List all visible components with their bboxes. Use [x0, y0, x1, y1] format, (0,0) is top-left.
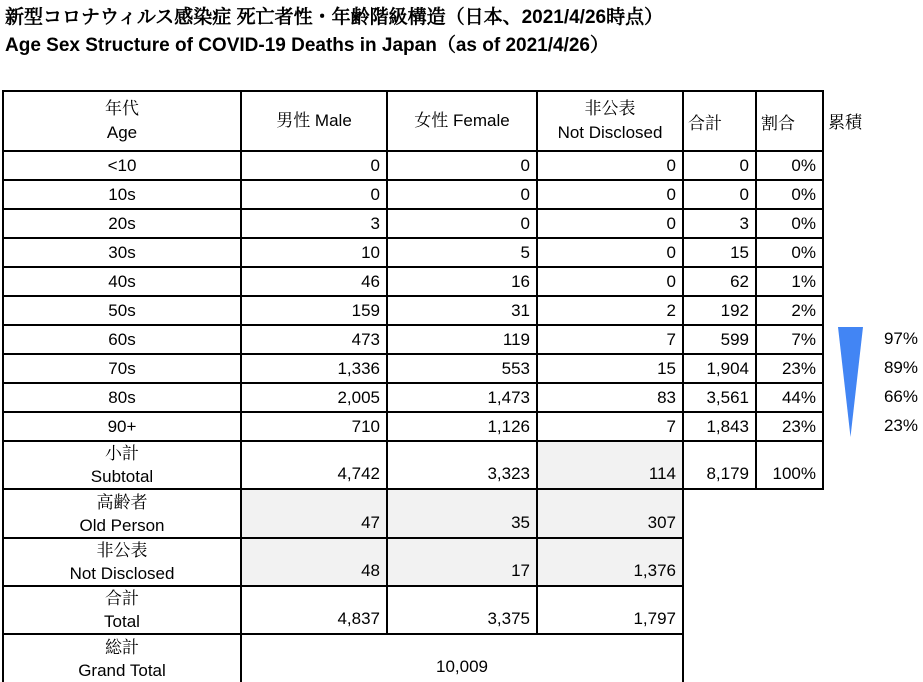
title-english: Age Sex Structure of COVID-19 Deaths in Japan（as of 2021/4/26） — [5, 35, 609, 56]
age-data-row — [3, 267, 823, 296]
cell-total: 3 — [683, 209, 756, 238]
age-data-row — [3, 354, 823, 383]
cumulative-value: 97% — [883, 328, 918, 348]
empty-cell — [683, 489, 756, 538]
old-person-not-disclosed: 307 — [537, 489, 683, 538]
cell-ratio: 0% — [756, 151, 823, 180]
header-total: 合計 — [683, 91, 756, 151]
header-ratio: 割合 — [756, 91, 823, 151]
header-age — [3, 91, 241, 151]
cell-female: 31 — [387, 296, 537, 325]
cell-not-disclosed: 7 — [537, 325, 683, 354]
cell-total: 3,561 — [683, 383, 756, 412]
cell-ratio: 23% — [756, 412, 823, 441]
cell-ratio: 2% — [756, 296, 823, 325]
grand-total-label-ja: 総計 — [105, 637, 139, 657]
total-male: 4,837 — [241, 586, 387, 634]
empty-cell — [756, 634, 823, 682]
cell-age: 90+ — [3, 412, 241, 441]
cell-ratio: 23% — [756, 354, 823, 383]
subtotal-female: 3,323 — [387, 441, 537, 489]
old-person-row — [3, 489, 823, 538]
age-data-row — [3, 296, 823, 325]
deaths-table — [2, 90, 824, 682]
header-female: 女性 Female — [387, 91, 537, 151]
cell-total: 15 — [683, 238, 756, 267]
header-row — [3, 91, 823, 151]
title-block — [5, 4, 663, 60]
cell-total: 0 — [683, 180, 756, 209]
cell-total: 192 — [683, 296, 756, 325]
cell-female: 1,126 — [387, 412, 537, 441]
cell-male: 46 — [241, 267, 387, 296]
grand-total-value: 10,009 — [241, 634, 683, 682]
cell-male: 0 — [241, 151, 387, 180]
cell-male: 1,336 — [241, 354, 387, 383]
cell-ratio: 1% — [756, 267, 823, 296]
age-data-row — [3, 412, 823, 441]
cell-female: 0 — [387, 180, 537, 209]
old-person-label-en: Old Person — [79, 515, 165, 535]
header-nd-en: Not Disclosed — [557, 123, 663, 142]
cell-age: 40s — [3, 267, 241, 296]
subtotal-label-ja: 小計 — [105, 444, 139, 463]
total-label-en: Total — [104, 612, 140, 631]
header-age-ja: 年代 — [105, 99, 139, 118]
not-disclosed-female: 17 — [387, 538, 537, 586]
cell-female: 0 — [387, 151, 537, 180]
cumulative-value: 23% — [883, 415, 918, 435]
cell-male: 0 — [241, 180, 387, 209]
cell-not-disclosed: 7 — [537, 412, 683, 441]
cell-not-disclosed: 0 — [537, 151, 683, 180]
old-person-label-ja: 高齢者 — [96, 492, 148, 512]
cell-not-disclosed: 0 — [537, 267, 683, 296]
cell-not-disclosed: 2 — [537, 296, 683, 325]
subtotal-not-disclosed: 114 — [537, 441, 683, 489]
cell-female: 1,473 — [387, 383, 537, 412]
total-label — [3, 586, 241, 634]
cell-total: 1,843 — [683, 412, 756, 441]
total-female: 3,375 — [387, 586, 537, 634]
age-data-row — [3, 209, 823, 238]
old-person-label — [3, 489, 241, 538]
cell-age: 50s — [3, 296, 241, 325]
table-header-body — [3, 91, 823, 151]
grand-total-row — [3, 634, 823, 682]
header-nd-ja: 非公表 — [584, 99, 636, 118]
empty-cell — [756, 489, 823, 538]
cumulative-value: 66% — [883, 386, 918, 406]
cell-age: 60s — [3, 325, 241, 354]
old-person-female: 35 — [387, 489, 537, 538]
cell-male: 2,005 — [241, 383, 387, 412]
cell-male: 473 — [241, 325, 387, 354]
cell-male: 159 — [241, 296, 387, 325]
not-disclosed-label — [3, 538, 241, 586]
grand-total-label — [3, 634, 241, 682]
cell-age: 80s — [3, 383, 241, 412]
cell-age: 30s — [3, 238, 241, 267]
age-rows-body — [3, 151, 823, 441]
cell-ratio: 0% — [756, 180, 823, 209]
cell-female: 5 — [387, 238, 537, 267]
cell-ratio: 44% — [756, 383, 823, 412]
header-male: 男性 Male — [241, 91, 387, 151]
age-data-row — [3, 383, 823, 412]
header-age-en: Age — [106, 123, 138, 142]
header-not-disclosed — [537, 91, 683, 151]
cumulative-header-label: 累積 — [828, 113, 862, 132]
cell-female: 553 — [387, 354, 537, 383]
not-disclosed-row — [3, 538, 823, 586]
old-person-male: 47 — [241, 489, 387, 538]
cell-age: 70s — [3, 354, 241, 383]
cell-age: 10s — [3, 180, 241, 209]
funnel-triangle-icon — [838, 327, 863, 437]
cell-total: 599 — [683, 325, 756, 354]
cell-total: 0 — [683, 151, 756, 180]
subtotal-total: 8,179 — [683, 441, 756, 489]
subtotal-label — [3, 441, 241, 489]
not-disclosed-label-ja: 非公表 — [96, 541, 148, 560]
total-label-ja: 合計 — [105, 589, 139, 608]
age-data-row — [3, 238, 823, 267]
total-row — [3, 586, 823, 634]
subtotal-ratio: 100% — [756, 441, 823, 489]
cell-male: 710 — [241, 412, 387, 441]
cell-not-disclosed: 0 — [537, 180, 683, 209]
empty-cell — [683, 634, 756, 682]
total-not-disclosed: 1,797 — [537, 586, 683, 634]
cell-ratio: 0% — [756, 238, 823, 267]
cell-not-disclosed: 83 — [537, 383, 683, 412]
cumulative-value: 89% — [883, 357, 918, 377]
not-disclosed-male: 48 — [241, 538, 387, 586]
title-japanese: 新型コロナウィルス感染症 死亡者性・年齢階級構造（日本、2021/4/26時点） — [5, 7, 664, 28]
not-disclosed-nd: 1,376 — [537, 538, 683, 586]
cell-female: 16 — [387, 267, 537, 296]
cell-not-disclosed: 15 — [537, 354, 683, 383]
empty-cell — [683, 538, 756, 586]
not-disclosed-label-en: Not Disclosed — [69, 564, 175, 583]
cell-ratio: 7% — [756, 325, 823, 354]
empty-cell — [756, 538, 823, 586]
empty-cell — [683, 586, 756, 634]
grand-total-label-en: Grand Total — [78, 660, 166, 680]
cell-female: 0 — [387, 209, 537, 238]
cell-age: 20s — [3, 209, 241, 238]
summary-body — [3, 441, 823, 682]
cell-ratio: 0% — [756, 209, 823, 238]
cell-not-disclosed: 0 — [537, 238, 683, 267]
age-data-row — [3, 151, 823, 180]
cell-total: 62 — [683, 267, 756, 296]
subtotal-row — [3, 441, 823, 489]
cell-male: 10 — [241, 238, 387, 267]
cell-female: 119 — [387, 325, 537, 354]
subtotal-label-en: Subtotal — [90, 467, 154, 486]
age-data-row — [3, 325, 823, 354]
age-data-row — [3, 180, 823, 209]
cell-not-disclosed: 0 — [537, 209, 683, 238]
cell-total: 1,904 — [683, 354, 756, 383]
subtotal-male: 4,742 — [241, 441, 387, 489]
empty-cell — [756, 586, 823, 634]
cell-male: 3 — [241, 209, 387, 238]
cell-age: <10 — [3, 151, 241, 180]
